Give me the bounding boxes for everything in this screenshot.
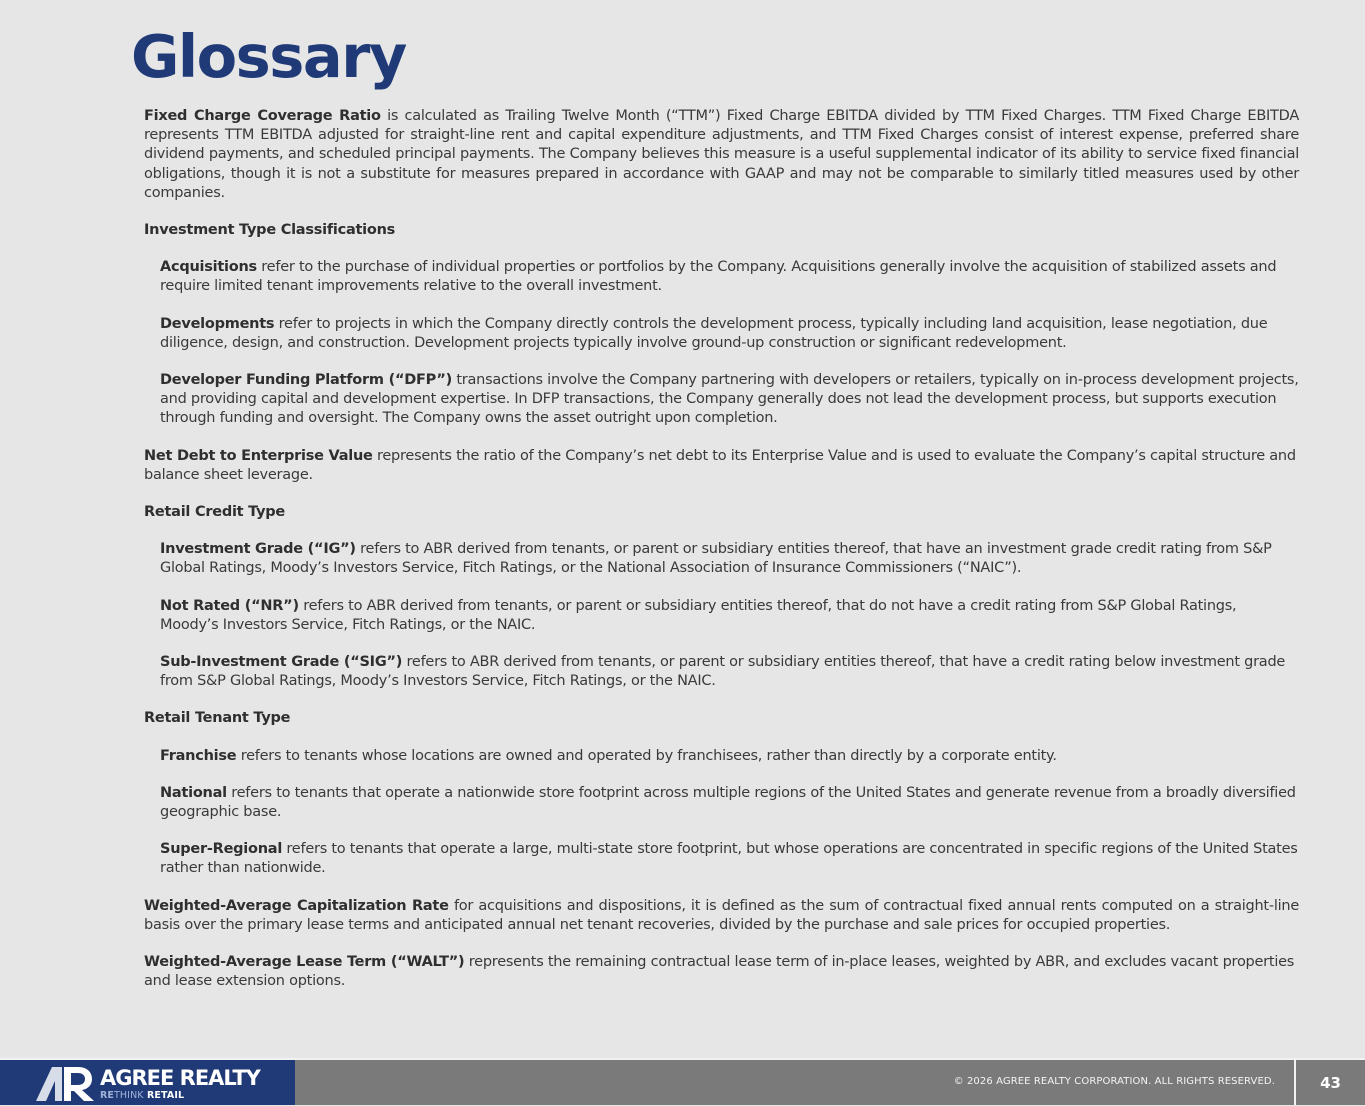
term: Fixed Charge Coverage Ratio	[144, 108, 381, 124]
tagline-retail: RETAIL	[143, 1090, 185, 1101]
definition: refer to the purchase of individual properties or portfolios by the Company. Acquisitions generally involve the acquisition of stabilized assets and require limited tenant improvements relative to the overall investment.	[160, 259, 1277, 295]
term: Sub-Investment Grade (“SIG”)	[160, 654, 403, 671]
logo-wordmark: AGREE REALTY	[100, 1066, 260, 1090]
glossary-entry-super-regional	[160, 840, 1299, 878]
term: Investment Grade (“IG”)	[160, 541, 356, 558]
glossary-entry-net-debt	[144, 447, 1299, 485]
footer-bar	[0, 1058, 1365, 1105]
glossary-entry-walt	[144, 953, 1299, 991]
term: National	[160, 784, 227, 801]
definition: is calculated as Trailing Twelve Month (“TTM”) Fixed Charge EBITDA divided by TTM Fixed Charges. TTM Fixed Charge EBITDA represents TTM EBITDA adjusted for straight-line rent and capital expenditure adjustments, and TTM Fixed Charges consist of interest expense, preferred share dividend payments, and scheduled principal payments. The Company believes this measure is a useful supplemental indicator of its ability to service fixed financial obligations, though it is not a substitute for measures prepared in accordance with GAAP and may not be comparable to similarly titled measures used by other companies.	[144, 108, 1299, 201]
section-heading-credit-type: Retail Credit Type	[144, 504, 285, 521]
term: Super-Regional	[160, 841, 283, 858]
definition: refers to ABR derived from tenants, or parent or subsidiary entities thereof, that do not have a credit rating from S&P Global Ratings, Moody’s Investors Service, Fitch Ratings, or the NAIC.	[160, 597, 1237, 633]
glossary-entry-cap-rate	[144, 897, 1299, 935]
term: Developer Funding Platform (“DFP”)	[160, 372, 452, 389]
glossary-content	[144, 107, 1299, 1010]
logo-mark-icon	[36, 1065, 96, 1101]
definition: transactions involve the Company partnering with developers or retailers, typically on in-process development projects, and providing capital and development expertise. In DFP transactions, the Company generally does not lead the development process, but supports execution through funding and oversight. The Company owns the asset outright upon completion.	[160, 372, 1299, 427]
logo-tagline	[100, 1090, 184, 1101]
glossary-entry-fccr	[144, 107, 1299, 203]
glossary-entry-sig	[160, 653, 1299, 691]
page-number: 43	[1320, 1074, 1341, 1092]
term: Not Rated (“NR”)	[160, 597, 299, 614]
glossary-entry-dfp	[160, 371, 1299, 429]
definition: for acquisitions and dispositions, it is defined as the sum of contractual fixed annual rents computed on a straight-line basis over the primary lease terms and anticipated annual net tenant recoveries, divided by the purchase and sale prices for occupied properties.	[144, 897, 1299, 933]
glossary-entry-national	[160, 784, 1299, 822]
definition: refers to ABR derived from tenants, or parent or subsidiary entities thereof, that have a credit rating below investment grade from S&P Global Ratings, Moody’s Investors Service, Fitch Ratings, or the NAIC.	[160, 654, 1286, 690]
glossary-entry-developments	[160, 315, 1299, 353]
definition: refers to tenants whose locations are owned and operated by franchisees, rather than directly by a corporate entity.	[236, 747, 1057, 764]
glossary-entry-franchise	[160, 747, 1299, 766]
definition: refers to ABR derived from tenants, or parent or subsidiary entities thereof, that have an investment grade credit rating from S&P Global Ratings, Moody’s Investors Service, Fitch Ratings, or the National Association of Insurance Commissioners (“NAIC”).	[160, 541, 1272, 577]
tagline-think: THINK	[114, 1090, 144, 1101]
copyright-notice: © 2026 AGREE REALTY CORPORATION. ALL RIGHTS RESERVED.	[953, 1076, 1275, 1087]
term: Franchise	[160, 747, 237, 764]
term: Developments	[160, 315, 275, 332]
section-heading-tenant-type: Retail Tenant Type	[144, 710, 291, 727]
term: Weighted-Average Lease Term (“WALT”)	[144, 954, 465, 971]
company-logo	[0, 1060, 295, 1105]
tagline-re: RE	[100, 1090, 115, 1101]
definition: refers to tenants that operate a nationwide store footprint across multiple regions of the United States and generate revenue from a broadly diversified geographic base.	[160, 784, 1296, 821]
definition: represents the remaining contractual lease term of in-place leases, weighted by ABR, and excludes vacant properties and lease extension options.	[144, 954, 1295, 990]
glossary-entry-nr	[160, 597, 1299, 635]
definition: represents the ratio of the Company’s net debt to its Enterprise Value and is used to evaluate the Company’s capital structure and balance sheet leverage.	[144, 447, 1296, 483]
term: Acquisitions	[160, 259, 257, 276]
definition: refers to tenants that operate a large, multi-state store footprint, but whose operations are concentrated in specific regions of the United States rather than nationwide.	[160, 841, 1298, 877]
section-heading-investment-type: Investment Type Classifications	[144, 222, 396, 239]
page-title: Glossary	[131, 22, 406, 91]
glossary-entry-ig	[160, 540, 1299, 578]
term: Weighted-Average Capitalization Rate	[144, 897, 449, 914]
definition: refer to projects in which the Company directly controls the development process, typically including land acquisition, lease negotiation, due diligence, design, and construction. Development projects typically involve ground-up construction or significant redevelopment.	[160, 315, 1268, 351]
glossary-entry-acquisitions	[160, 258, 1299, 296]
term: Net Debt to Enterprise Value	[144, 447, 373, 464]
